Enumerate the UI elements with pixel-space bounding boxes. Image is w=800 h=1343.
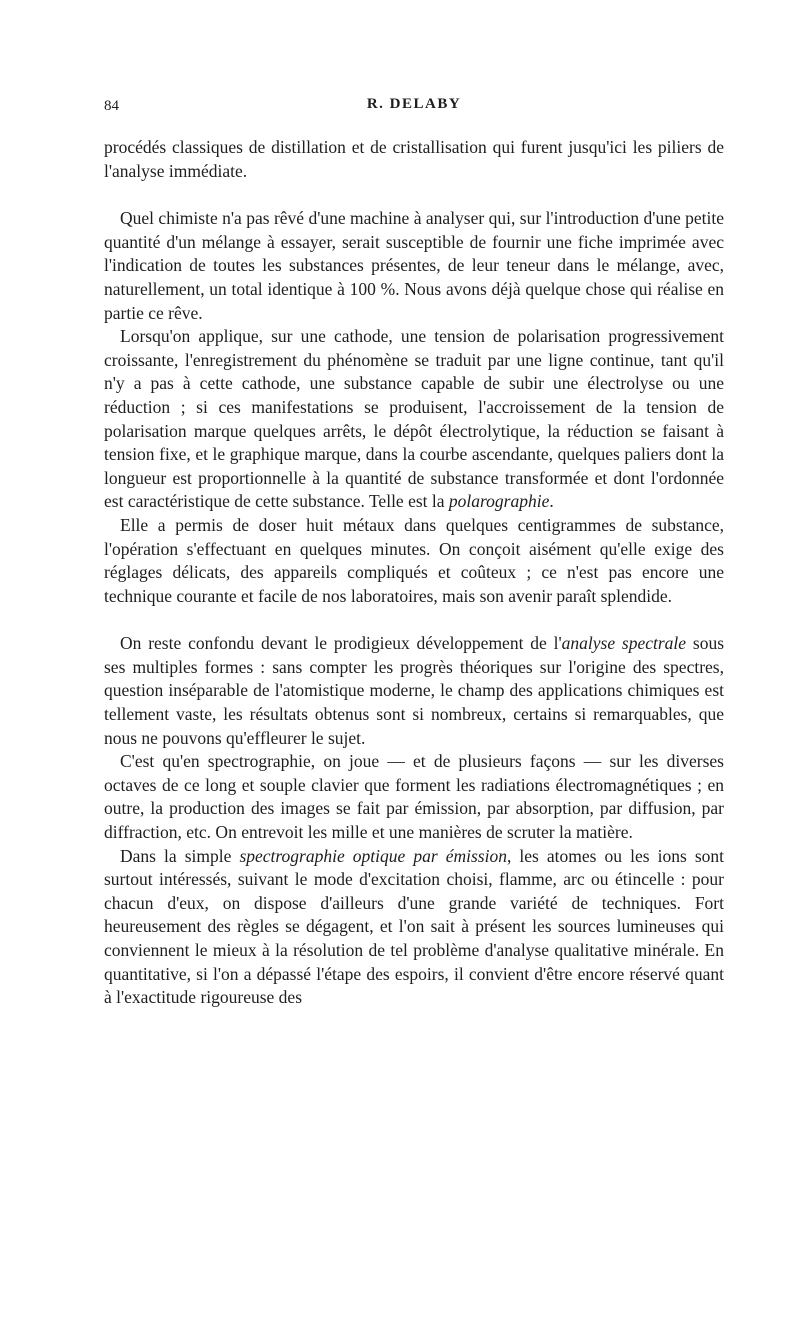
paragraph: On reste confondu devant le prodigieux développement de l'analyse spectrale sous ses multiples formes : sans compter les progrès théoriques sur l'origine des spectres, question inséparable de l'atomistique moderne, le champ des applications chimiques est tellement vaste, les résultats obtenus sont si nombreux, certains si remarquables, que nous ne pouvons qu'effleurer le sujet.	[104, 633, 725, 748]
italic-term: analyse spectrale	[561, 633, 687, 654]
paragraph: C'est qu'en spectrographie, on joue — et de plusieurs façons — sur les diverses octaves de ce long et souple clavier que forment les radiations électromagnétiques ; en outre, la production des images se fait par émission, par absorption, par diffusion, par diffraction, etc. On entrevoit les mille et une manières de scruter la matière.	[104, 751, 724, 843]
paragraph: procédés classiques de distillation et de cristallisation qui furent jusqu'ici les piliers de l'analyse immédiate.	[104, 137, 724, 181]
italic-term: spectrographie optique par émission	[239, 845, 507, 866]
page-number: 84	[104, 98, 119, 114]
running-head-author: R. DELABY	[366, 96, 462, 112]
paragraph: Quel chimiste n'a pas rêvé d'une machine à analyser qui, sur l'introduction d'une petite quantité d'un mélange à essayer, serait susceptible de fournir une fiche imprimée avec l'indication de toutes les substances présentes, de leur teneur dans le mélange, avec, naturellement, un total identique à 100 %. Nous avons déjà quelque chose qui réalise en partie ce rêve.	[104, 208, 724, 323]
page-header	[104, 96, 724, 120]
paragraph: Elle a permis de doser huit métaux dans quelques centigrammes de substance, l'opération s'effectuant en quelques minutes. On conçoit aisément qu'elle exige des réglages délicats, des appareils compliqués et coûteux ; ce n'est pas encore une technique courante et facile de nos laboratoires, mais son avenir paraît splendide.	[104, 514, 724, 606]
italic-term: polarographie	[448, 491, 550, 512]
paragraph: Lorsqu'on applique, sur une cathode, une tension de polarisation progressivement croissante, l'enregistrement du phénomène se traduit par une ligne continue, tant qu'il n'y a pas à cette cathode, une substance capable de subir une électrolyse ou une réduction ; si ces manifestations se produisent, l'accroissement de la tension de polarisation marque quelques arrêts, le dépôt électrolytique, la réduction se faisant à tension fixe, et le graphique marque, dans la courbe ascendante, quelques paliers dont la longueur est proportionnelle à la quantité de substance transformée et dont l'ordonnée est caractéristique de cette substance. Telle est la polarographie.	[104, 326, 724, 512]
paragraph: Dans la simple spectrographie optique par émission, les atomes ou les ions sont surtout intéressés, suivant le mode d'excitation choisi, flamme, arc ou étincelle : pour chacun d'eux, on dispose d'ailleurs d'une grande variété de techniques. Fort heureusement des règles se dégagent, et l'on sait à présent les sources lumineuses qui conviennent le mieux à la résolution de tel problème d'analyse qualitative minérale. En quantitative, si l'on a dépassé l'étape des espoirs, il convient d'être encore réservé quant à l'exactitude rigoureuse des	[104, 845, 725, 1008]
body-text	[104, 136, 724, 1010]
